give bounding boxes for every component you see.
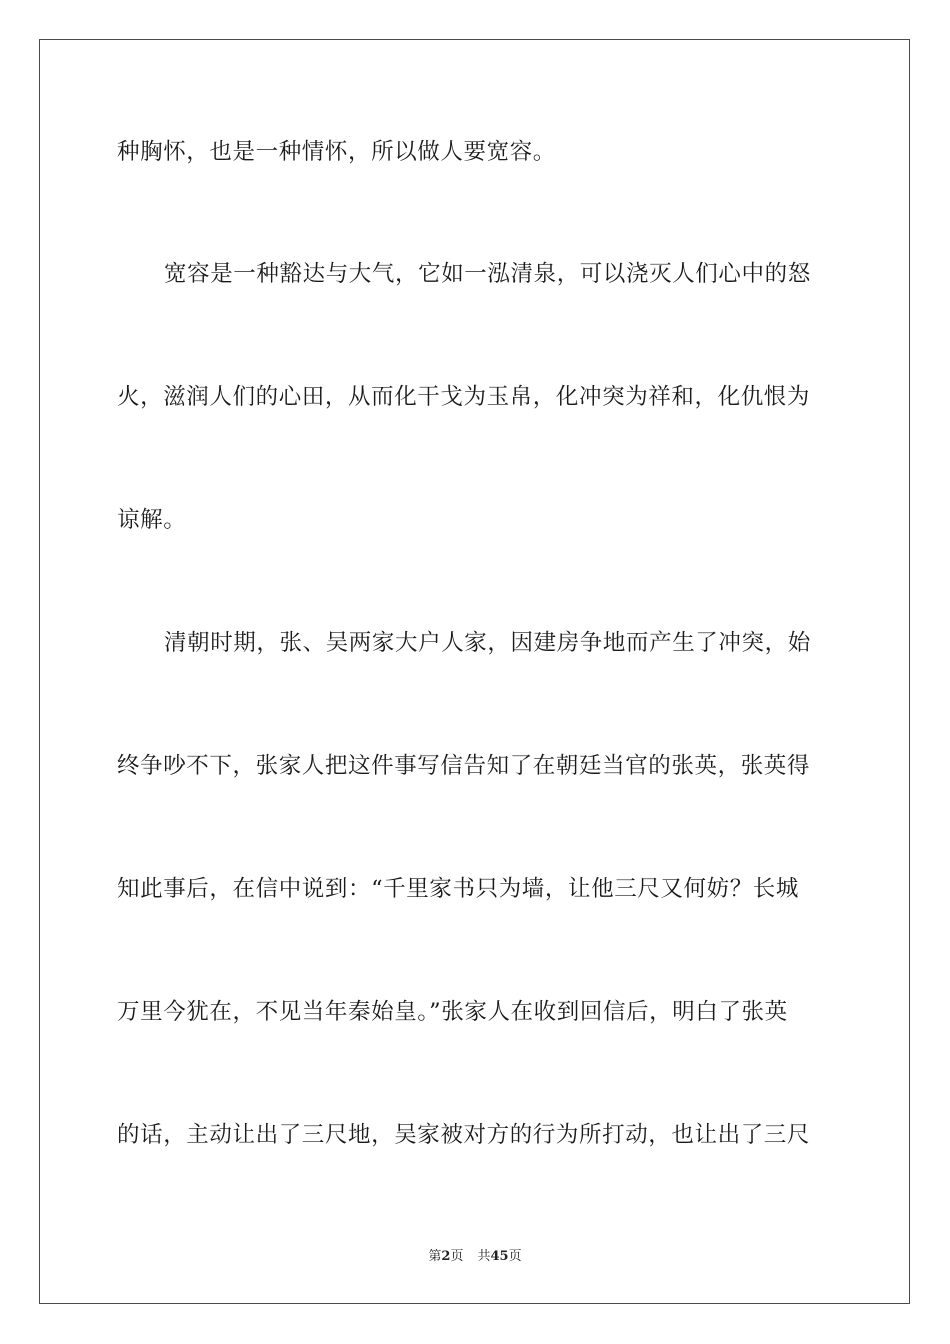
body-line-5: 清朝时期，张、吴两家大户人家，因建房争地而产生了冲突，始 <box>164 630 811 656</box>
page-prefix: 第 <box>428 1249 442 1264</box>
body-line-6: 终争吵不下，张家人把这件事写信告知了在朝廷当官的张英，张英得 <box>117 753 811 779</box>
page-number: 2 <box>441 1249 451 1264</box>
body-line-8: 万里今犹在，不见当年秦始皇。”张家人在收到回信后，明白了张英 <box>117 999 788 1025</box>
total-pages: 45 <box>490 1249 509 1264</box>
body-line-2: 宽容是一种豁达与大气，它如一泓清泉，可以浇灭人们心中的怒 <box>164 261 811 287</box>
body-line-9: 的话，主动让出了三尺地，吴家被对方的行为所打动，也让出了三尺 <box>117 1122 811 1148</box>
body-line-7: 知此事后，在信中说到：“千里家书只为墙，让他三尺又何妨？长城 <box>117 876 800 902</box>
total-suffix: 页 <box>508 1249 522 1264</box>
page-footer <box>0 1248 950 1266</box>
total-prefix: 共 <box>477 1249 491 1264</box>
body-line-3: 火，滋润人们的心田，从而化干戈为玉帛，化冲突为祥和，化仇恨为 <box>117 384 811 410</box>
body-line-4: 谅解。 <box>117 507 187 533</box>
body-line-1: 种胸怀，也是一种情怀，所以做人要宽容。 <box>117 139 556 165</box>
page-suffix: 页 <box>450 1249 464 1264</box>
page-border <box>39 39 910 1304</box>
